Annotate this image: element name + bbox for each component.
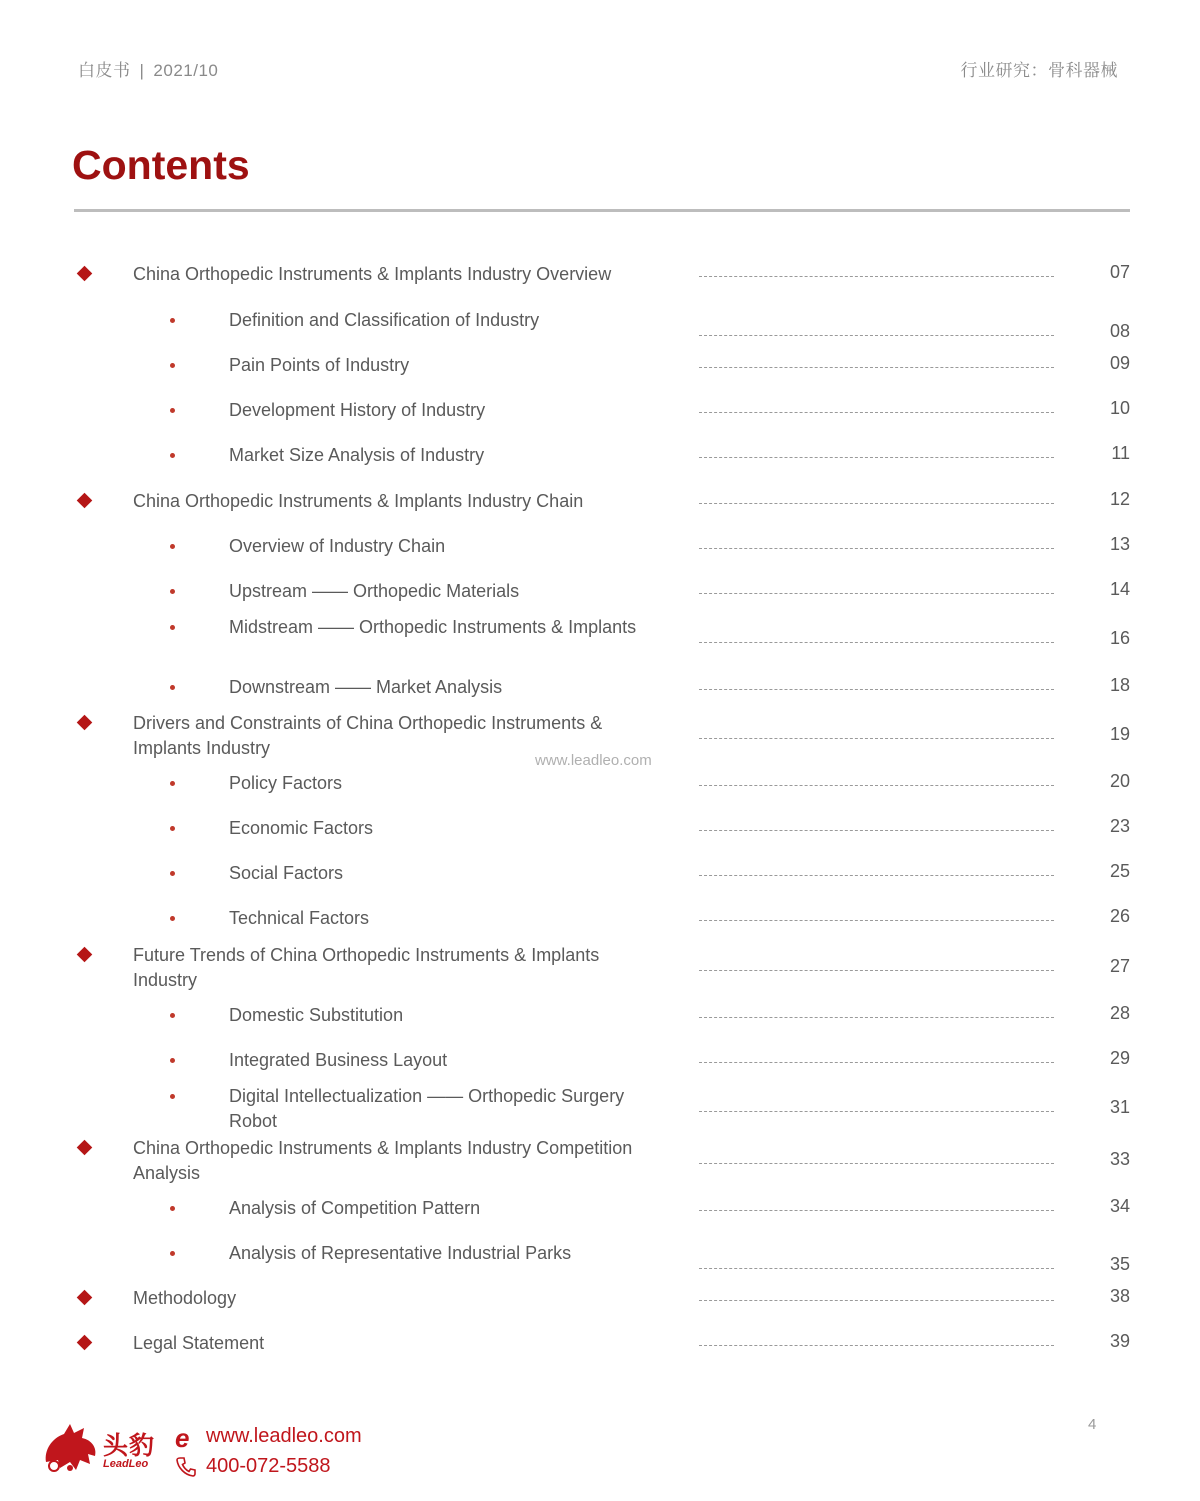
toc-entry-label: China Orthopedic Instruments & Implants Industry Chain	[133, 491, 584, 511]
toc-leader-line	[699, 457, 1054, 458]
leopard-logo-icon	[40, 1420, 100, 1476]
toc-leader-line	[699, 367, 1054, 368]
toc-leader-line	[699, 503, 1054, 504]
toc-entry-label: Development History of Industry	[229, 400, 486, 420]
toc-leader-line	[699, 276, 1054, 277]
toc-entry-label: China Orthopedic Instruments & Implants Industry Overview	[133, 264, 612, 284]
toc-page-number: 10	[1109, 398, 1130, 418]
toc-leader-line	[699, 920, 1054, 921]
toc-leader-line	[699, 1163, 1054, 1164]
header-separator: |	[139, 61, 145, 80]
watermark: www.leadleo.com	[535, 752, 652, 769]
toc-leader-line	[699, 642, 1054, 643]
toc-page-number: 13	[1109, 534, 1130, 554]
toc-entry-label: Methodology	[133, 1288, 237, 1308]
toc-entry-label: Economic Factors	[229, 818, 374, 838]
toc-page-number: 07	[1109, 262, 1130, 282]
toc-leader-line	[699, 593, 1054, 594]
dot-bullet-icon	[170, 589, 175, 594]
toc-leader-line	[699, 689, 1054, 690]
toc-entry-label: Definition and Classification of Industry	[229, 310, 540, 330]
toc-entry-label: Technical Factors	[229, 908, 370, 928]
toc-leader-line	[699, 1268, 1054, 1269]
doc-date: 2021/10	[153, 61, 219, 80]
page-number: 4	[1088, 1416, 1097, 1433]
diamond-bullet-icon	[77, 947, 93, 963]
toc-leader-line	[699, 1062, 1054, 1063]
toc-leader-line	[699, 1111, 1054, 1112]
toc-entry-label: Domestic Substitution	[229, 1005, 404, 1025]
dot-bullet-icon	[170, 916, 175, 921]
toc-page-number: 18	[1109, 675, 1130, 695]
toc-page-number: 09	[1109, 353, 1130, 373]
brand-name-en: LeadLeo	[103, 1458, 149, 1470]
toc-leader-line	[699, 830, 1054, 831]
dot-bullet-icon	[170, 1094, 175, 1099]
toc-page-number: 20	[1109, 771, 1130, 791]
toc-entry-label: Digital Intellectualization —— Orthopedic Surgery Robot	[229, 1086, 625, 1131]
dot-bullet-icon	[170, 453, 175, 458]
toc-page-number: 26	[1109, 906, 1130, 926]
footer-phone: 400-072-5588	[206, 1455, 331, 1477]
diamond-bullet-icon	[77, 715, 93, 731]
toc-leader-line	[699, 1210, 1054, 1211]
toc-page-number: 27	[1109, 956, 1130, 976]
dot-bullet-icon	[170, 1206, 175, 1211]
dot-bullet-icon	[170, 363, 175, 368]
dot-bullet-icon	[170, 544, 175, 549]
toc-entry-label: Overview of Industry Chain	[229, 536, 446, 556]
dot-bullet-icon	[170, 826, 175, 831]
toc-page-number: 33	[1109, 1149, 1130, 1169]
diamond-bullet-icon	[77, 1335, 93, 1351]
web-icon: e	[175, 1423, 190, 1453]
toc-leader-line	[699, 1300, 1054, 1301]
phone-icon	[175, 1455, 197, 1477]
toc-page-number: 16	[1109, 628, 1130, 648]
dot-bullet-icon	[170, 1013, 175, 1018]
dot-bullet-icon	[170, 1251, 175, 1256]
toc-entry-label: Downstream —— Market Analysis	[229, 677, 503, 697]
diamond-bullet-icon	[77, 493, 93, 509]
toc-leader-line	[699, 785, 1054, 786]
toc-page-number: 38	[1109, 1286, 1130, 1306]
toc-entry-label: China Orthopedic Instruments & Implants Industry Competition Analysis	[133, 1138, 633, 1183]
toc-entry-label: Pain Points of Industry	[229, 355, 410, 375]
toc-page-number: 25	[1109, 861, 1130, 881]
footer-website[interactable]: www.leadleo.com	[206, 1425, 362, 1447]
dot-bullet-icon	[170, 408, 175, 413]
toc-leader-line	[699, 1017, 1054, 1018]
toc-entry-label: Social Factors	[229, 863, 344, 883]
toc-entry-label: Legal Statement	[133, 1333, 265, 1353]
diamond-bullet-icon	[77, 1290, 93, 1306]
toc-page-number: 19	[1109, 724, 1130, 744]
toc-page-number: 35	[1109, 1254, 1130, 1274]
dot-bullet-icon	[170, 625, 175, 630]
toc-entry-label: Analysis of Competition Pattern	[229, 1198, 481, 1218]
toc-leader-line	[699, 412, 1054, 413]
toc-leader-line	[699, 738, 1054, 739]
toc-leader-line	[699, 875, 1054, 876]
toc-leader-line	[699, 1345, 1054, 1346]
toc-page-number: 34	[1109, 1196, 1130, 1216]
toc-page-number: 28	[1109, 1003, 1130, 1023]
toc-entry-label: Analysis of Representative Industrial Parks	[229, 1243, 572, 1263]
diamond-bullet-icon	[77, 266, 93, 282]
diamond-bullet-icon	[77, 1140, 93, 1156]
toc-page-number: 12	[1109, 489, 1130, 509]
toc-entry-label: Upstream —— Orthopedic Materials	[229, 581, 520, 601]
toc-page-number: 14	[1109, 579, 1130, 599]
toc-entry-label: Drivers and Constraints of China Orthopedic Instruments & Implants Industry	[133, 713, 603, 758]
toc-entry-label: Midstream —— Orthopedic Instruments & Implants	[229, 617, 637, 637]
dot-bullet-icon	[170, 781, 175, 786]
doc-type: 白皮书	[78, 61, 131, 80]
toc-leader-line	[699, 548, 1054, 549]
header-category: 行业研究：骨科器械	[960, 61, 1118, 80]
page-title: Contents	[72, 142, 250, 188]
toc-entry-label: Policy Factors	[229, 773, 343, 793]
toc-leader-line	[699, 970, 1054, 971]
toc-page-number: 29	[1109, 1048, 1130, 1068]
toc-page-number: 39	[1109, 1331, 1130, 1351]
toc-page-number: 23	[1109, 816, 1130, 836]
toc-entry-label: Integrated Business Layout	[229, 1050, 448, 1070]
dot-bullet-icon	[170, 318, 175, 323]
toc-entry-label: Market Size Analysis of Industry	[229, 445, 485, 465]
toc-page-number: 11	[1111, 443, 1130, 463]
brand-name-cn: 头豹	[103, 1432, 156, 1460]
dot-bullet-icon	[170, 685, 175, 690]
toc-page-number: 31	[1109, 1097, 1130, 1117]
dot-bullet-icon	[170, 871, 175, 876]
toc-entry-label: Future Trends of China Orthopedic Instruments & Implants Industry	[133, 945, 600, 990]
dot-bullet-icon	[170, 1058, 175, 1063]
toc-leader-line	[699, 335, 1054, 336]
toc-page-number: 08	[1109, 321, 1130, 341]
